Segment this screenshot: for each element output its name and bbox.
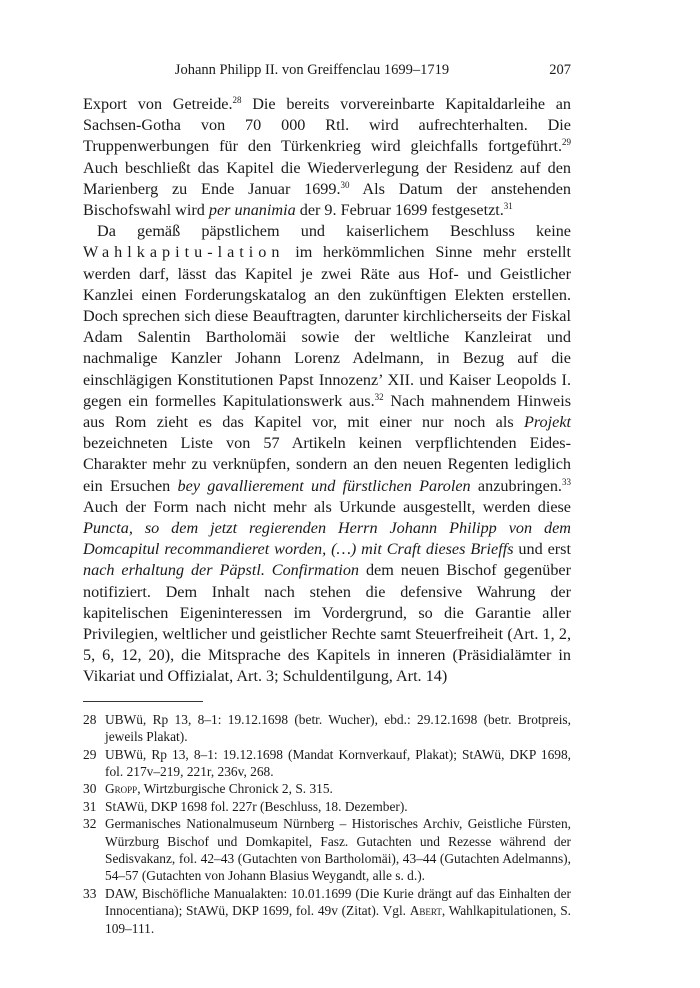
footnote-number: 28: [83, 711, 97, 727]
text-run: der 9. Februar 1699 festgesetzt.: [295, 201, 504, 220]
text-run: dem neuen Bischof gegenüber notifiziert. Dem Inhalt nach stehen die defensive Wahrung der kapitelischen Eigeninteressen im Vordergrund, so die Garantie aller Privilegien, weltlicher und geistlicher Rechte samt Steuerfreiheit (Art. 1, 2, 5, 6, 12, 20), die Mitsprache des Kapitels in inneren (Präsidialämter in Vikariat und Offizialat, Art. 3; Schuldentilgung, Art. 14): [83, 561, 571, 686]
footnote-ref-33[interactable]: 33: [561, 476, 571, 487]
footnote-number: 29: [83, 746, 97, 762]
italic-phrase: per unanimia: [208, 201, 296, 220]
text-run: bezeichneten Liste von 57 Artikeln keinen verpflichtenden Eides-Charakter mehr zu verknüpfen, sondern an den neuen Regenten lediglich ein Ersuchen: [83, 434, 571, 495]
text-run: Auch der Form nach nicht mehr als Urkunde ausgestellt, werden diese: [83, 497, 571, 516]
footnote-text: UBWü, Rp 13, 8–1: 19.12.1698 (Mandat Kornverkauf, Plakat); StAWü, DKP 1698, fol. 217v–219, 221r, 236v, 268.: [105, 746, 571, 779]
italic-phrase: bey gavallierement und fürstlichen Parolen: [177, 476, 471, 495]
footnote-number: 32: [83, 816, 97, 832]
text-run: , Wahlkapitulationen, S. 109–111.: [105, 903, 571, 936]
footnote-29: [83, 746, 571, 781]
footnote-31: [83, 798, 571, 815]
text-run: anzubringen.: [470, 476, 562, 495]
book-page: [83, 62, 571, 937]
text-run: Die bereits vorvereinbarte Kapitaldarleihe an Sachsen-Gotha von 70 000 Rtl. wird aufrechterhalten. Die Truppenwerbungen für den Türkenkrieg wird gleichfalls fortgeführt.: [83, 95, 572, 156]
footnotes: [83, 711, 571, 937]
footnote-30: [83, 780, 571, 797]
footnote-32: [83, 815, 571, 885]
footnote-ref-30[interactable]: 30: [340, 179, 350, 190]
text-run: DAW, Bischöfliche Manualakten: 10.01.1699 (Die Kurie drängt auf das Einhalten der Innocentiana); StAWü, DKP 1699, fol. 49v (Zitat). Vgl.: [105, 885, 571, 919]
footnote-28: [83, 711, 571, 746]
footnote-separator: [83, 701, 203, 702]
text-run: Export von Getreide.: [83, 95, 233, 113]
paragraph-2: [83, 221, 571, 687]
footnote-text: StAWü, DKP 1698 fol. 227r (Beschluss, 18. Dezember).: [105, 798, 408, 814]
footnote-text: UBWü, Rp 13, 8–1: 19.12.1698 (betr. Wucher), ebd.: 29.12.1698 (betr. Brotpreis, jeweils Plakat).: [105, 711, 571, 745]
text-run: , Wirtzburgische Chronick 2, S. 315.: [137, 781, 333, 797]
italic-quote: nach erhaltung der Päpstl. Confirmation: [83, 561, 360, 580]
page-number: 207: [549, 62, 571, 78]
footnote-text: [105, 780, 571, 797]
text-run: und erst: [513, 540, 571, 559]
main-text: [83, 94, 571, 688]
footnote-text: [105, 885, 571, 937]
footnote-text: Germanisches Nationalmuseum Nürnberg – Historisches Archiv, Geistliche Fürsten, Würzburg Bischof und Domkapitel, Fasz. Gutachten und Rezesse während der Sedisvakanz, fol. 42–43 (Gutachten von Bartholomäi), 43–44 (Gutachten Adelmanns), 54–57 (Gutachten von Johann Blasius Weygandt, alle s. d.).: [105, 816, 571, 884]
running-head: [83, 62, 571, 84]
italic-quote: Puncta, so dem jetzt regierenden Herrn Johann Philipp von dem Domcapitul recommandieret worden, (…) mit Craft dieses Brieffs: [83, 519, 571, 559]
footnote-33: [83, 885, 571, 937]
footnote-ref-32[interactable]: 32: [374, 391, 384, 402]
paragraph-1: [83, 94, 571, 221]
footnote-number: 33: [83, 885, 97, 901]
footnote-number: 30: [83, 781, 97, 797]
text-run: Da gemäß päpstlichem und kaiserlichem Beschluss keine: [97, 222, 571, 241]
footnote-ref-29[interactable]: 29: [562, 137, 571, 148]
author-name: Abert: [409, 903, 442, 919]
text-run: im herkömmlichen Sinne mehr erstellt werden darf, lässt das Kapitel je zwei Räte aus Hof- und Geistlicher Kanzlei einen Forderungskatalog an den zukünftigen Elekten erstellen. Doch sprechen sich diese Beauftragten, darunter kirchlicherseits der Fiskal Adam Salentin Bartholomäi sowie der weltliche Kanzleirat und nachmalige Kanzler Johann Lorenz Adelmann, in Bezug auf die einschlägigen Konstitutionen Papst Innozenz’ XII. und Kaiser Leopolds I. gegen ein formelles Kapitulationswerk aus.: [83, 243, 571, 410]
footnote-number: 31: [83, 798, 97, 814]
footnote-ref-28[interactable]: 28: [232, 95, 242, 105]
text-run: Als Datum der anstehenden Bischofswahl wird: [83, 179, 571, 220]
text-run: Nach mahnendem Hinweis aus Rom zieht es das Kapitel vor, mit einer nur noch als: [83, 391, 572, 432]
italic-phrase: Projekt: [523, 413, 571, 432]
text-run: Auch beschließt das Kapitel die Wiederverlegung der Residenz auf den Marienberg zu Ende Januar 1699.: [83, 158, 571, 198]
running-title: Johann Philipp II. von Greiffenclau 1699–1719: [174, 62, 450, 78]
footnote-ref-31[interactable]: 31: [503, 201, 513, 212]
spaced-term: Wahlkapitu-lation: [83, 243, 285, 262]
author-name: Gropp: [105, 781, 138, 797]
